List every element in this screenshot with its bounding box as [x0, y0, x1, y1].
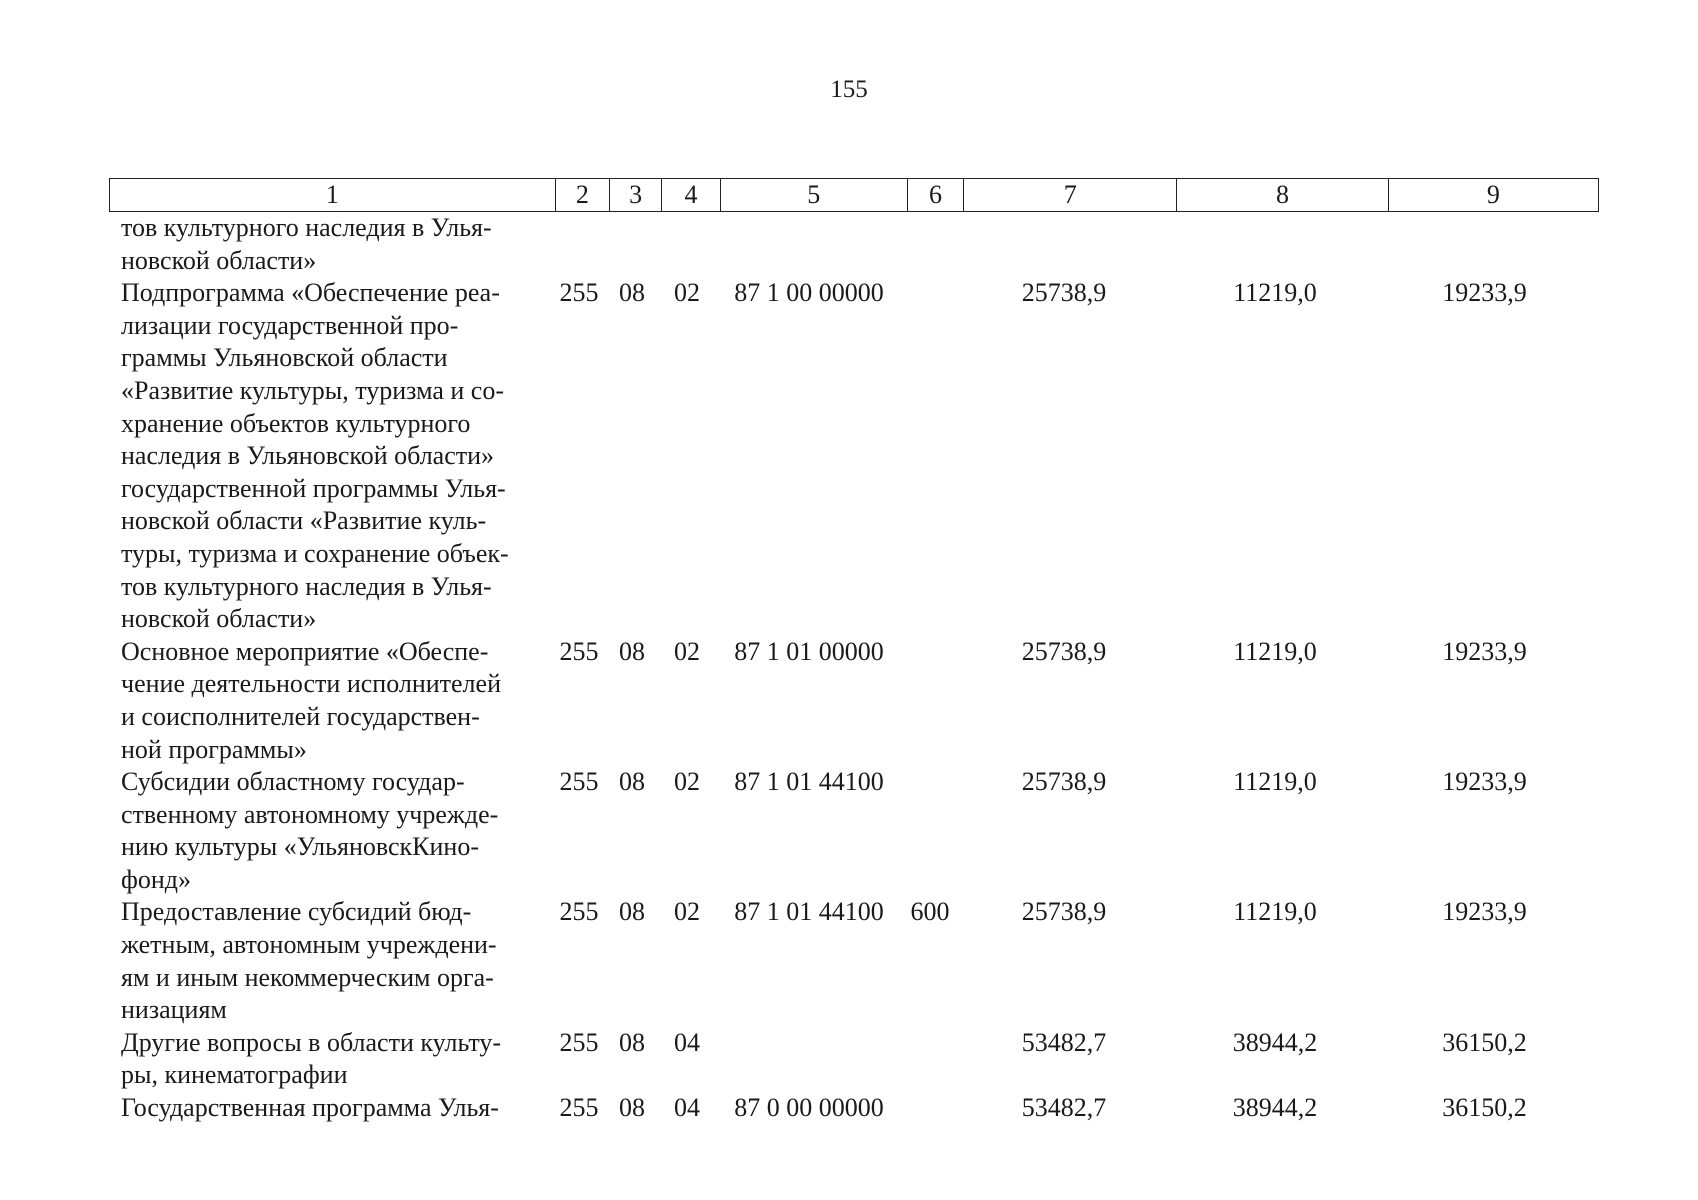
row-name-line: тов культурного наследия в Улья-	[121, 571, 492, 601]
row-cell-col-2: 255	[559, 636, 599, 666]
row-name-line: Основное мероприятие «Обеспе-	[121, 636, 489, 666]
row-cell-col-3: 08	[619, 278, 645, 308]
row-cell-col-5: 87 1 00 00000	[734, 278, 884, 308]
row-name-cell	[109, 212, 552, 277]
row-cell-col-4: 02	[674, 278, 700, 308]
row-name-line: новской области»	[121, 604, 317, 634]
row-name-line: государственной программы Улья-	[121, 473, 506, 503]
row-name-line: наследия в Ульяновской области»	[121, 441, 495, 471]
row-name-line: ной программы»	[121, 734, 307, 764]
header-col-4: 4	[662, 179, 720, 212]
row-cell-col-2: 255	[559, 897, 599, 927]
header-col-7: 7	[964, 179, 1177, 212]
row-cell-col-4: 04	[674, 1093, 700, 1123]
row-name-line: нию культуры «УльяновскКино-	[121, 832, 480, 862]
row-name-line: жетным, автономным учреждени-	[121, 930, 497, 960]
row-cell-col-2: 255	[559, 1093, 599, 1123]
table-row	[109, 896, 1599, 1026]
header-col-6: 6	[907, 179, 963, 212]
row-name-line: Другие вопросы в области культу-	[121, 1027, 502, 1057]
row-name-line: ственному автономному учрежде-	[121, 799, 499, 829]
row-name-line: граммы Ульяновской области	[121, 343, 448, 373]
row-cell-col-2: 255	[559, 767, 599, 797]
row-cell-col-8: 38944,2	[1232, 1093, 1318, 1123]
row-cell-col-3: 08	[619, 767, 645, 797]
row-cell-col-7: 53482,7	[1021, 1027, 1107, 1057]
row-cell-col-7: 25738,9	[1021, 278, 1107, 308]
row-name-line: новской области «Развитие куль-	[121, 506, 487, 536]
row-name-line: туры, туризма и сохранение объек-	[121, 538, 509, 568]
row-name-line: тов культурного наследия в Улья-	[121, 213, 492, 242]
row-name-line: Подпрограмма «Обеспечение реа-	[121, 278, 500, 308]
row-name-cell	[109, 1027, 552, 1092]
row-name-line: «Развитие культуры, туризма и со-	[121, 375, 504, 405]
header-col-2: 2	[555, 179, 609, 212]
row-cell-col-8: 11219,0	[1233, 897, 1317, 927]
row-name-line: хранение объектов культурного	[121, 408, 471, 438]
row-name-cell	[109, 1092, 552, 1125]
row-cell-col-5: 87 0 00 00000	[734, 1093, 884, 1123]
row-cell-col-9: 36150,2	[1442, 1093, 1527, 1123]
row-cell-col-2: 255	[559, 1027, 599, 1057]
table-row	[109, 766, 1599, 896]
table-row	[109, 636, 1599, 766]
row-name-line: новской области»	[121, 245, 317, 275]
row-cell-col-2: 255	[559, 278, 599, 308]
table-header	[109, 178, 1599, 212]
table-row	[109, 1027, 1599, 1092]
row-cell-col-4: 02	[674, 897, 700, 927]
row-cell-col-8: 11219,0	[1233, 278, 1317, 308]
header-col-5: 5	[720, 179, 907, 212]
row-name-line: Государственная программа Улья-	[121, 1093, 499, 1123]
row-name-cell	[109, 896, 552, 1026]
row-name-line: ям и иным некоммерческим орга-	[121, 962, 494, 992]
row-cell-col-4: 02	[674, 767, 700, 797]
row-name-cell	[109, 636, 552, 766]
row-cell-col-9: 19233,9	[1442, 278, 1527, 308]
row-cell-col-3: 08	[619, 1093, 645, 1123]
row-name-cell	[109, 766, 552, 896]
row-cell-col-4: 04	[674, 1027, 700, 1057]
row-name-line: низациям	[121, 995, 227, 1025]
row-name-line: и соисполнителей государствен-	[121, 701, 480, 731]
row-cell-col-9: 19233,9	[1442, 767, 1527, 797]
row-name-cell	[109, 277, 552, 636]
row-cell-col-7: 25738,9	[1021, 767, 1107, 797]
row-name-line: Предоставление субсидий бюд-	[121, 897, 472, 927]
table-row	[109, 212, 1599, 277]
row-cell-col-7: 25738,9	[1021, 897, 1107, 927]
header-col-3: 3	[610, 179, 662, 212]
row-cell-col-4: 02	[674, 636, 700, 666]
row-name-line: чение деятельности исполнителей	[121, 669, 501, 699]
row-name-line: Субсидии областному государ-	[121, 767, 465, 797]
row-cell-col-5: 87 1 01 44100	[734, 767, 884, 797]
header-col-9: 9	[1388, 179, 1598, 212]
row-cell-col-8: 11219,0	[1233, 767, 1317, 797]
page-number: 155	[830, 76, 868, 103]
row-cell-col-3: 08	[619, 636, 645, 666]
header-col-1: 1	[110, 179, 556, 212]
row-cell-col-5: 87 1 01 44100	[734, 897, 884, 927]
row-name-line: ры, кинематографии	[121, 1060, 348, 1090]
row-cell-col-9: 19233,9	[1442, 897, 1527, 927]
row-cell-col-9: 19233,9	[1442, 636, 1527, 666]
row-cell-col-6: 600	[910, 897, 950, 927]
table-body	[109, 212, 1599, 1125]
header-col-8: 8	[1177, 179, 1388, 212]
row-cell-col-8: 11219,0	[1233, 636, 1317, 666]
row-cell-col-7: 53482,7	[1021, 1093, 1107, 1123]
row-cell-col-3: 08	[619, 1027, 645, 1057]
row-cell-col-8: 38944,2	[1232, 1027, 1318, 1057]
row-cell-col-7: 25738,9	[1021, 636, 1107, 666]
table-row	[109, 277, 1599, 636]
row-cell-col-5: 87 1 01 00000	[734, 636, 884, 666]
row-cell-col-3: 08	[619, 897, 645, 927]
row-name-line: фонд»	[121, 864, 191, 894]
table-row	[109, 1092, 1599, 1125]
row-cell-col-9: 36150,2	[1442, 1027, 1527, 1057]
row-name-line: лизации государственной про-	[121, 310, 459, 340]
